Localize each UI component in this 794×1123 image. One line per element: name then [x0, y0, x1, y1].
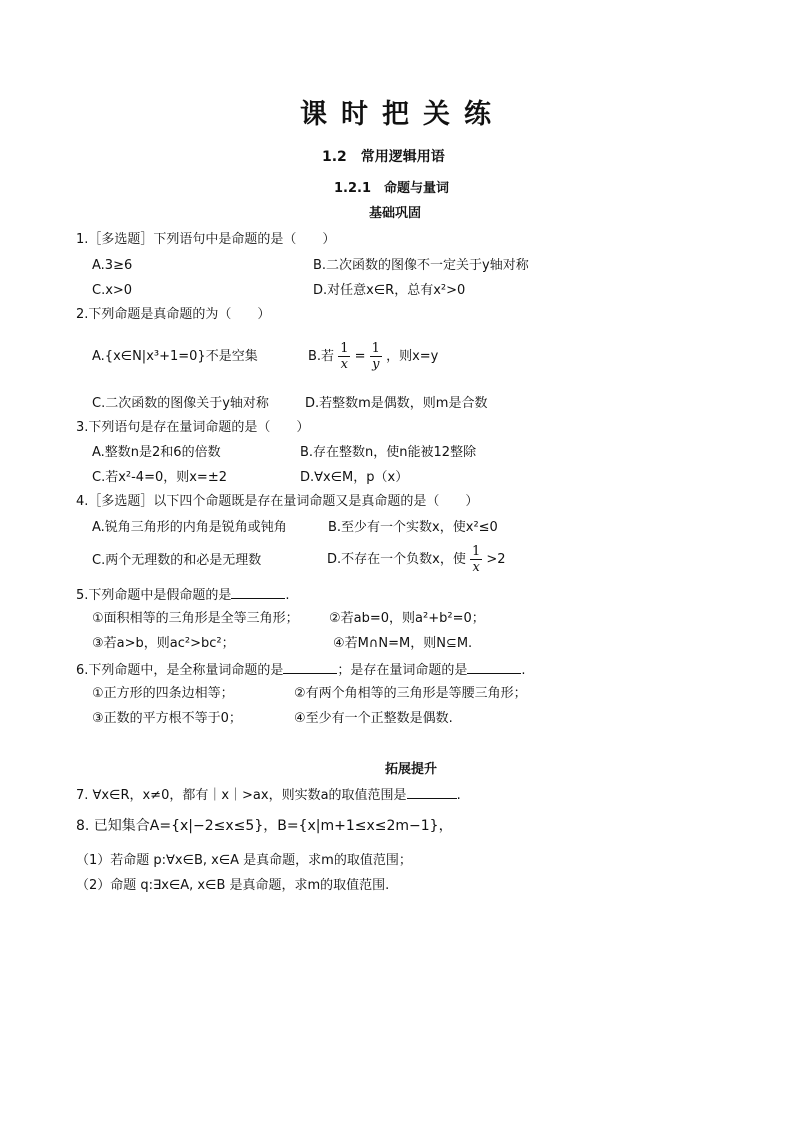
q6-stem-text-a: 6.下列命题中，是全称量词命题的是	[76, 663, 284, 678]
q4-option-d-suffix: >2	[486, 552, 506, 567]
q2-option-a: A.{x∈N|x³+1=0}不是空集	[92, 349, 258, 364]
q6-item-4: ④至少有一个正整数是偶数.	[294, 711, 453, 726]
q2-option-b	[308, 335, 438, 379]
q2-fraction-2-numerator: 1	[371, 341, 380, 356]
q5-stem	[76, 586, 290, 604]
section-heading: 1.2 常用逻辑用语	[322, 149, 445, 165]
q6-stem-end: .	[521, 663, 526, 678]
part-heading-extension: 拓展提升	[385, 762, 438, 777]
q4-option-d	[327, 538, 506, 582]
q8-part-1: （1）若命题 p:∀x∈B, x∈A 是真命题，求m的取值范围；	[76, 853, 412, 868]
q5-item-2: ②若ab=0，则a²+b²=0；	[329, 611, 485, 626]
q5-stem-end: .	[285, 588, 290, 603]
q1-option-a: A.3≥6	[92, 258, 133, 273]
q1-option-d: D.对任意x∈R，总有x²>0	[313, 283, 466, 298]
q7-answer-blank[interactable]	[407, 786, 457, 799]
q2-option-c: C.二次函数的图像关于y轴对称	[92, 396, 269, 411]
q7-stem-end: .	[456, 788, 461, 803]
q6-item-3: ③正数的平方根不等于0；	[92, 711, 242, 726]
q2-option-b-suffix: ，则x=y	[386, 349, 439, 364]
q5-item-3: ③若a>b，则ac²>bc²；	[92, 636, 235, 651]
q2-equals: =	[354, 349, 366, 364]
q1-stem: 1.［多选题］下列语句中是命题的是（ ）	[76, 232, 336, 247]
q4-stem: 4.［多选题］以下四个命题既是存在量词命题又是真命题的是（ ）	[76, 494, 479, 509]
q4-fraction-numerator: 1	[471, 544, 481, 559]
q1-option-b: B.二次函数的图像不一定关于y轴对称	[313, 258, 529, 273]
page-title: 课时把关练	[300, 99, 505, 130]
q6-stem	[76, 661, 526, 679]
q4-option-b: B.至少有一个实数x，使x²≤0	[328, 520, 498, 535]
q5-item-4: ④若M∩N=M，则N⊆M.	[333, 636, 473, 651]
part-heading-basic: 基础巩固	[369, 206, 422, 221]
q6-answer-blank-2[interactable]	[467, 661, 521, 674]
q2-fraction-2	[370, 341, 382, 372]
q2-option-b-prefix: B.若	[308, 349, 335, 364]
q2-fraction-1	[338, 341, 350, 372]
q5-answer-blank[interactable]	[231, 586, 285, 599]
q7-stem-text: 7. ∀x∈R，x≠0，都有｜x｜>ax，则实数a的取值范围是	[76, 788, 407, 803]
q6-stem-text-b: ；是存在量词命题的是	[337, 663, 468, 678]
q5-stem-text: 5.下列命题中是假命题的是	[76, 588, 232, 603]
q3-stem: 3.下列语句是存在量词命题的是（ ）	[76, 420, 310, 435]
q6-item-1: ①正方形的四条边相等；	[92, 686, 234, 701]
q3-option-a: A.整数n是2和6的倍数	[92, 445, 221, 460]
q2-fraction-1-numerator: 1	[340, 341, 349, 356]
q8-stem: 8. 已知集合A={x|−2≤x≤5}，B={x|m+1≤x≤2m−1}，	[76, 818, 453, 834]
q1-option-c: C.x>0	[92, 283, 133, 298]
q2-fraction-1-denominator: x	[340, 357, 349, 372]
q3-option-c: C.若x²-4=0，则x=±2	[92, 470, 227, 485]
q2-fraction-2-denominator: y	[372, 357, 380, 372]
q7-stem	[76, 786, 461, 804]
q6-item-2: ②有两个角相等的三角形是等腰三角形；	[294, 686, 527, 701]
q4-fraction-denominator: x	[472, 560, 480, 575]
q6-answer-blank-1[interactable]	[283, 661, 337, 674]
q3-option-b: B.存在整数n，使n能被12整除	[300, 445, 477, 460]
q2-option-d: D.若整数m是偶数，则m是合数	[305, 396, 488, 411]
q2-stem: 2.下列命题是真命题的为（ ）	[76, 307, 271, 322]
q4-option-d-prefix: D.不存在一个负数x，使	[327, 552, 466, 567]
q3-option-d: D.∀x∈M，p（x）	[300, 470, 409, 485]
q8-part-2: （2）命题 q:∃x∈A, x∈B 是真命题，求m的取值范围.	[76, 878, 390, 893]
q5-item-1: ①面积相等的三角形是全等三角形；	[92, 611, 299, 626]
q4-fraction	[470, 544, 482, 575]
q4-option-c: C.两个无理数的和必是无理数	[92, 553, 262, 568]
q4-option-a: A.锐角三角形的内角是锐角或钝角	[92, 520, 287, 535]
subsection-heading: 1.2.1 命题与量词	[334, 181, 450, 196]
